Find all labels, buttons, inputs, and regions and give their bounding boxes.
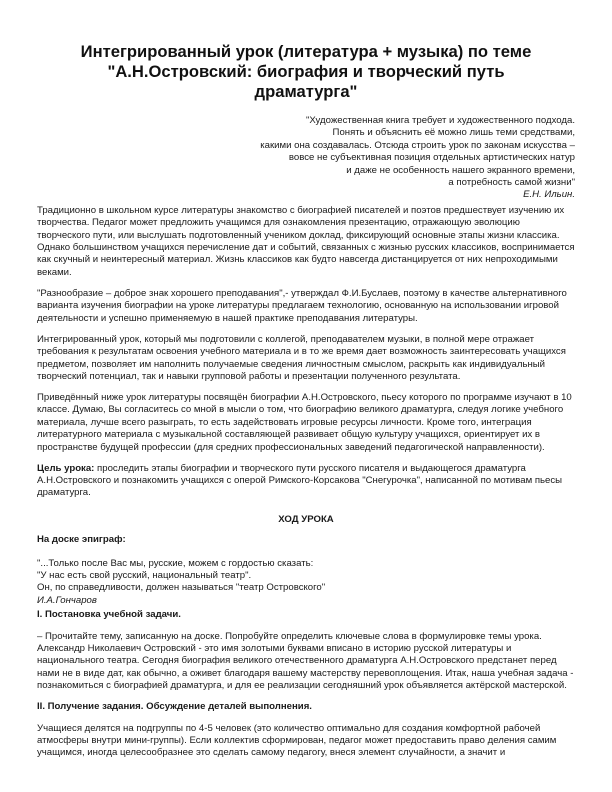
section-2-text: Учащиеся делятся на подгруппы по 4-5 человек (это количество оптимально для создания комфортной рабочей атмосферы внутри мини-группы). Если коллектив сформирован, педагог может предоставить право деления самим учащимся, иногда целесообразнее это сделать самому педагогу, внеся элемент случайности, а значит и: [37, 722, 557, 759]
paragraph-integrated-lesson: Интегрированный урок, который мы подготовили с коллегой, преподавателем музыки, в полной мере отражает требования к результатам освоения учебного материала и в то же время дает возможность заинтересовать учащихся предметом, позволяет им наполнить получаемые сведения личностным смыслом, раскрыть как индивидуальный творческий потенциал, так и навыки групповой работы и презентации полученного результата.: [37, 333, 566, 382]
section-1-text: – Прочитайте тему, записанную на доске. Попробуйте определить ключевые слова в формулировке темы урока. Александр Николаевич Островский - это имя золотыми буквами вписано в историю русской литературы и национального театра. Сегодня биография великого отечественного драматурга А.Н.Островского предстанет перед нами не в виде дат, как обычно, а оживет благодаря вашему мастерству перевоплощения. Итак, наша учебная задача - познакомиться с биографией драматурга, и для ее реализации сегодняшний урок объявляется актёрской мастерской.: [37, 630, 574, 692]
lesson-goal: [37, 463, 575, 500]
goal-label: Цель урока:: [37, 462, 95, 474]
epigraph-line: вовсе не субъективная позиция отдельных артистических натур: [288, 152, 575, 164]
board-quote-author: И.А.Гончаров: [37, 594, 97, 606]
epigraph-line: "Художественная книга требует и художественного подхода.: [305, 115, 575, 126]
board-quote-line: "У нас есть свой русский, национальный театр".: [37, 569, 252, 581]
board-quote-line: Он, по справедливости, должен называться "театр Островского": [37, 582, 326, 594]
epigraph-line: и даже не особенность нашего экранного времени,: [346, 164, 575, 176]
paragraph-intro: Традиционно в школьном курсе литературы знакомство с биографией писателей и поэтов предшествует изучению их творчества. Педагог может предложить учащимся для ознакомления презентацию, отражающую эволюцию творческого пути, или выслушать подготовленный учеником доклад, фиксирующий основные этапы жизни классика. Однако большинством учащихся перечисление дат и событий, связанных с жизнью русских классиков, воспринимается как скучный и неинтересный материал. Жизнь классиков как будто навсегда дистанцируется от них непроходимыми веками.: [37, 204, 575, 278]
section-2-heading: II. Получение задания. Обсуждение деталей выполнения.: [37, 701, 312, 713]
epigraph: [37, 115, 575, 202]
title-line-1: Интегрированный урок (литература + музыка) по теме: [80, 42, 532, 61]
board-heading: На доске эпиграф:: [37, 534, 126, 546]
paragraph-lesson-description: Приведённый ниже урок литературы посвящён биографии А.Н.Островского, пьесу которого по программе изучают в 10 классе. Думаю, Вы согласитесь со мной в мысли о том, что биографию великого драматурга, следуя логике учебного материала, лучше всего разыграть, то есть задействовать игровые ресурсы личности. Кроме того, интеграция литературного материала с музыкальной составляющей развивает общую культуру учащихся, ориентирует их в пространстве будущей профессии (для средних профессиональных заведений педагогической направленности).: [37, 391, 572, 453]
epigraph-line: какими она создавалась. Отсюда строить урок по законам искусства –: [260, 139, 575, 151]
paragraph-buslaev: "Разнообразие – доброе знак хорошего преподавания",- утверждал Ф.И.Буслаев, поэтому в качестве альтернативного варианта изучения биографии на уроке литературы предлагаем технологию, основанную на использовании игровой деятельности и успешно применяемую в нашей практике преподавания литературы.: [37, 287, 567, 324]
lesson-heading: ХОД УРОКА: [278, 513, 334, 525]
board-quote-line: "...Только после Вас мы, русские, можем с гордостью сказать:: [37, 557, 314, 569]
page-title: [37, 42, 575, 102]
epigraph-line: а потребность самой жизни": [448, 177, 575, 189]
goal-text: проследить этапы биографии и творческого пути русского писателя и выдающегося драматурга А.Н.Островского и познакомить учащихся с оперой Римского-Корсакова "Снегурочка", написанной по мотивам пьесы драматурга.: [37, 462, 563, 499]
epigraph-line: Понять и объяснить её можно лишь теми средствами,: [332, 127, 575, 139]
title-line-2: "А.Н.Островский: биография и творческий путь: [107, 62, 505, 81]
board-quote: [37, 558, 575, 608]
title-line-3: драматурга": [254, 82, 358, 101]
section-1-heading: I. Постановка учебной задачи.: [37, 609, 181, 621]
epigraph-author: Е.Н. Ильин.: [523, 189, 575, 201]
